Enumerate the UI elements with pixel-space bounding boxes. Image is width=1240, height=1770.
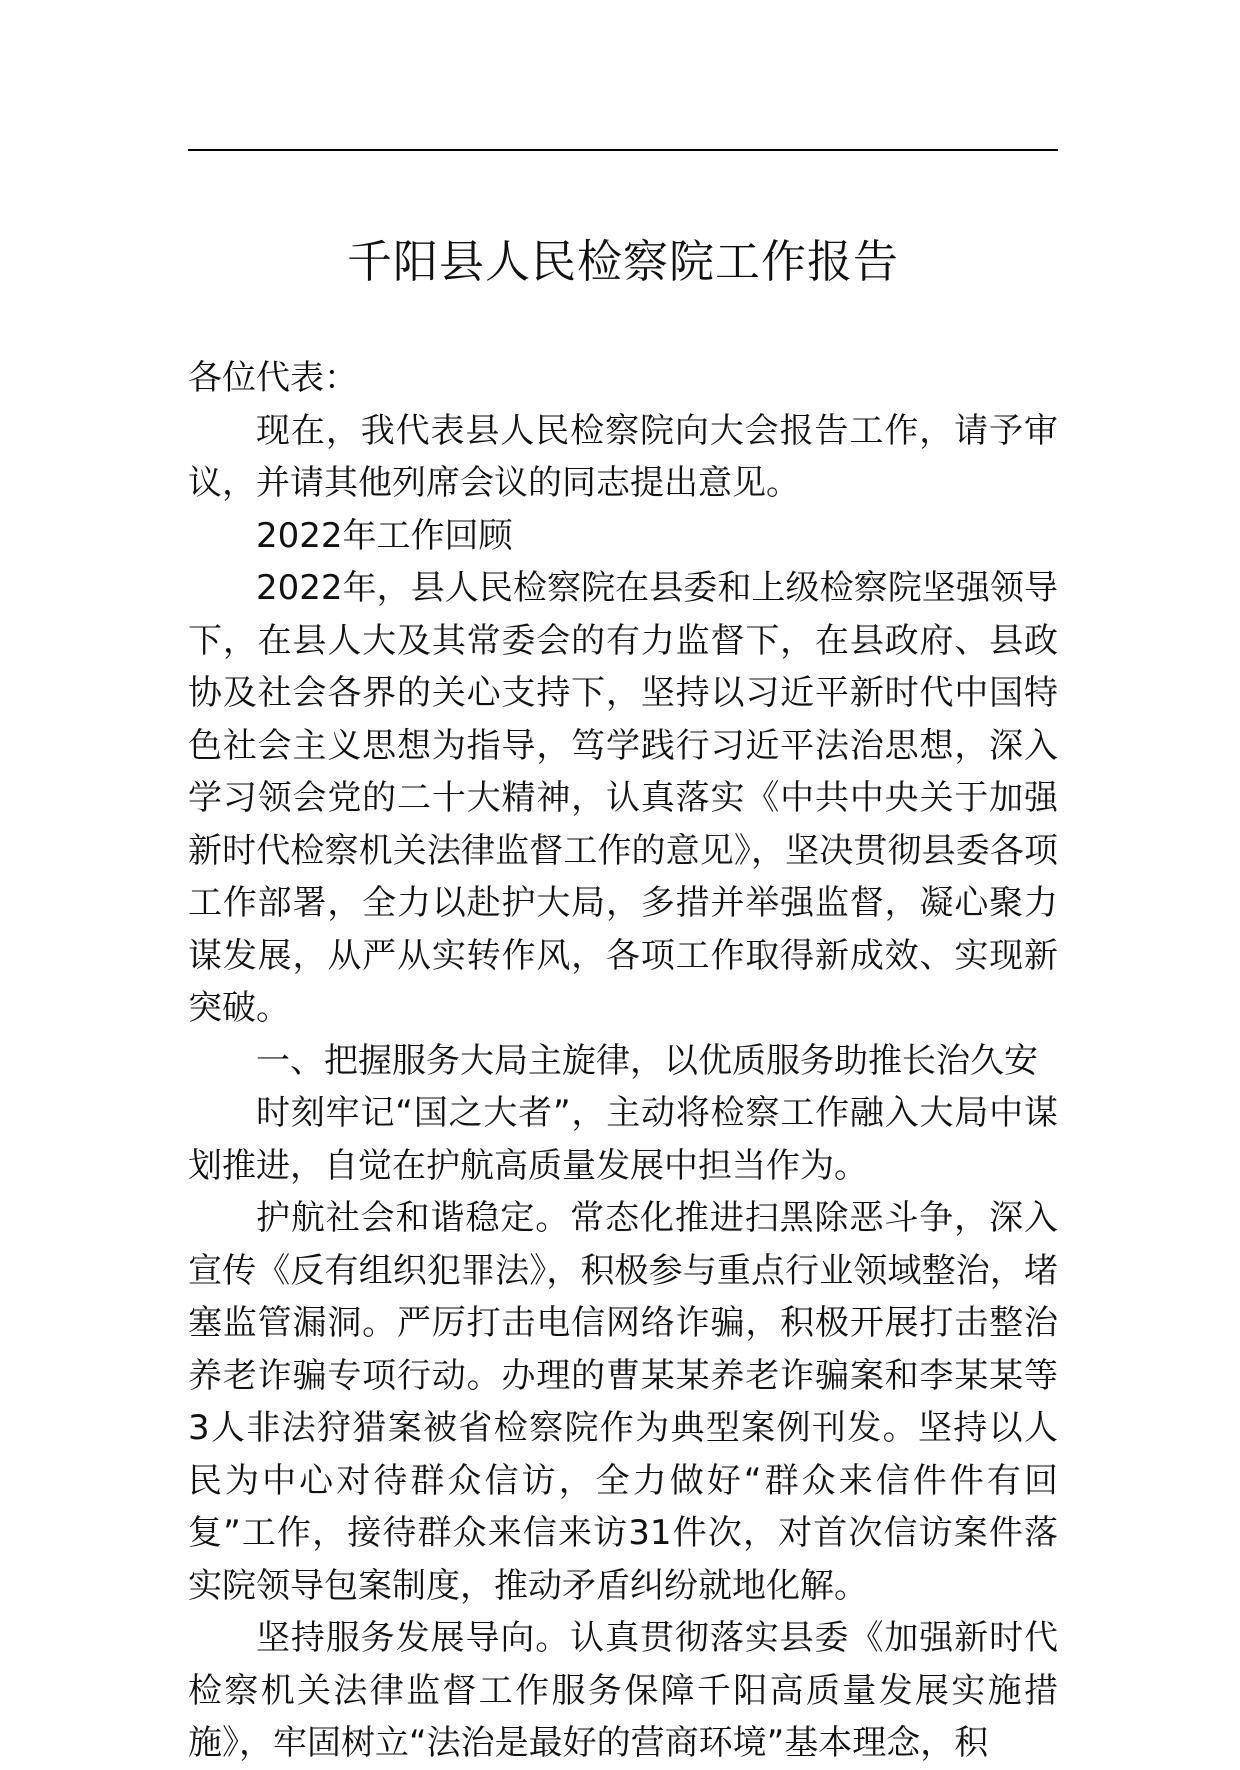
document-title: 千阳县人民检察院工作报告 xyxy=(346,235,899,288)
paragraph-social-stability: 护航社会和谐稳定。常态化推进扫黑除恶斗争，深入宣传《反有组织犯罪法》，积极参与重点行业领域整治，堵塞监管漏洞。严厉打击电信网络诈骗，积极开展打击整治养老诈骗专项行动。办理的曹某某养老诈骗案和李某某等3人非法狩猎案被省检察院作为典型案例刊发。坚持以人民为中心对待群众信访，全力做好“群众来信件件有回复”工作，接待群众来信来访31件次，对首次信访案件落实院领导包案制度，推动矛盾纠纷就地化解。 xyxy=(188,1198,1058,1606)
document-body xyxy=(188,352,1058,1770)
salutation: 各位代表： xyxy=(188,358,358,398)
header-rule xyxy=(188,149,1058,151)
paragraph-section-one-intro: 时刻牢记“国之大者”，主动将检察工作融入大局中谋划推进，自觉在护航高质量发展中担当作为。 xyxy=(188,1093,1058,1186)
paragraph-summary: 2022年，县人民检察院在县委和上级检察院坚强领导下，在县人大及其常委会的有力监督下，在县政府、县政协及社会各界的关心支持下，坚持以习近平新时代中国特色社会主义思想为指导，笃学践行习近平法治思想，深入学习领会党的二十大精神，认真落实《中共中央关于加强新时代检察机关法律监督工作的意见》，坚决贯彻县委各项工作部署，全力以赴护大局，多措并举强监督，凝心聚力谋发展，从严从实转作风，各项工作取得新成效、实现新突破。 xyxy=(188,568,1058,1028)
paragraph-service-development: 坚持服务发展导向。认真贯彻落实县委《加强新时代检察机关法律监督工作服务保障千阳高质量发展实施措施》，牢固树立“法治是最好的营商环境”基本理念，积 xyxy=(188,1618,1058,1763)
section-heading-review: 2022年工作回顾 xyxy=(256,515,513,556)
section-heading-one: 一、把握服务大局主旋律，以优质服务助推长治久安 xyxy=(256,1040,1038,1081)
paragraph-opening: 现在，我代表县人民检察院向大会报告工作，请予审议，并请其他列席会议的同志提出意见。 xyxy=(188,410,1058,503)
